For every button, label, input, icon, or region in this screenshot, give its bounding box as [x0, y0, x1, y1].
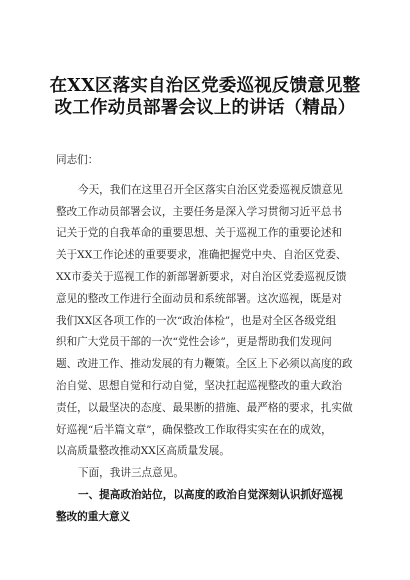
paragraph-line: 织和广大党员干部的一次“党性会诊”，更是帮助我们发现问 [56, 336, 332, 349]
paragraph-line: 今天，我们在这里召开全区落实自治区党委巡视反馈意见 [78, 183, 343, 196]
paragraph-line: 好巡视“后半篇文章”，确保整改工作取得实实在在的成效， [56, 423, 332, 436]
section-heading-1 [56, 485, 362, 529]
paragraph-line: 治自觉、思想自觉和行动自觉，坚决扛起巡视整改的重大政治 [56, 379, 343, 392]
salutation: 同志们： [56, 154, 99, 166]
document-title [40, 76, 370, 120]
paragraph-line: 关于XX工作论述的重要要求，准确把握党中央、自治区党委、 [56, 249, 347, 262]
paragraph-line: 记关于党的自我革命的重要思想、关于巡视工作的重要论述和 [56, 227, 343, 240]
paragraph-line: 意见的整改工作进行全面动员和系统部署。这次巡视，既是对 [56, 292, 343, 305]
paragraph-line: XX市委关于巡视工作的新部署新要求，对自治区党委巡视反馈 [56, 270, 347, 283]
paragraph-2: 下面，我讲三点意见。 [78, 467, 184, 480]
paragraph-1 [56, 180, 362, 463]
heading-line: 整改的重大意义 [56, 510, 131, 523]
title-line: 在XX区落实自治区党委巡视反馈意见整 [49, 76, 361, 96]
title-line: 改工作动员部署会议上的讲话（精品） [54, 97, 356, 118]
paragraph-line: 责任，以最坚决的态度、最果断的措施、最严格的要求，扎实做 [56, 401, 353, 414]
paragraph-line: 整改工作动员部署会议，主要任务是深入学习贯彻习近平总书 [56, 205, 343, 218]
heading-line: 一、提高政治站位，以高度的政治自觉深刻认识抓好巡视 [78, 488, 343, 501]
paragraph-line: 以高质量整改推动XX区高质量发展。 [56, 445, 230, 458]
paragraph-line: 我们XX区各项工作的一次“政治体检”，也是对全区各级党组 [56, 314, 337, 327]
document-body [56, 150, 362, 529]
paragraph-line: 题、改进工作、推动发展的有力鞭策。全区上下必须以高度的政 [56, 358, 353, 371]
